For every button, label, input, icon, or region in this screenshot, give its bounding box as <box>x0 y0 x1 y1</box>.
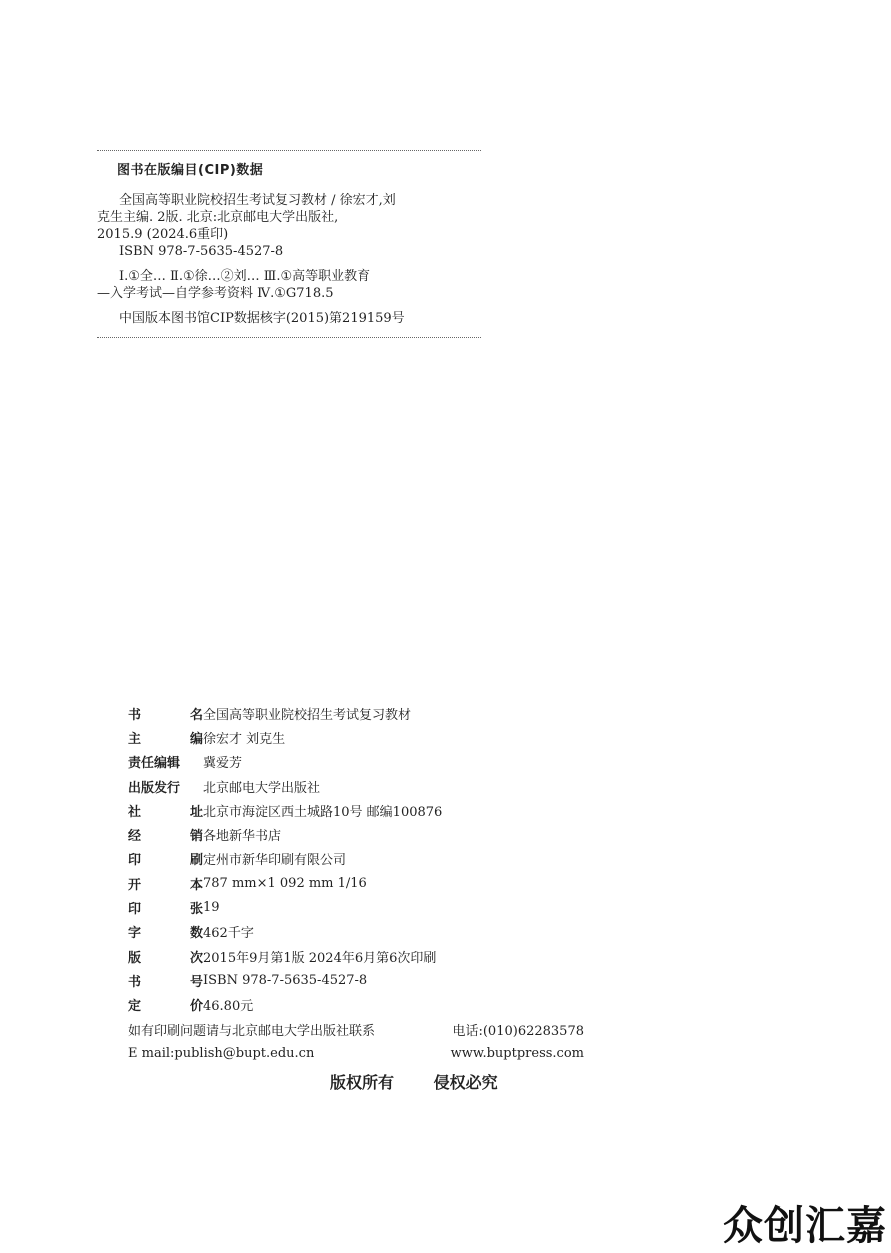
info-row-address <box>128 798 598 822</box>
cip-line: —入学考试—自学参考资料 Ⅳ.①G718.5 <box>97 286 334 301</box>
info-label: 责任编辑 <box>128 756 181 772</box>
info-label: 字 数 <box>128 926 203 942</box>
phone-number: 电话:(010)62283578 <box>452 1023 584 1039</box>
info-label: 定 价 <box>128 999 203 1015</box>
cip-line: 2015.9 (2024.6重印) <box>97 227 229 242</box>
contact-line-web <box>128 1041 584 1065</box>
email-address: E mail:publish@bupt.edu.cn <box>128 1045 315 1061</box>
cip-line: 克生主编. 2版. 北京:北京邮电大学出版社, <box>97 210 339 225</box>
cip-block <box>97 150 481 338</box>
info-label: 版 次 <box>128 950 203 966</box>
info-label: 主 编 <box>128 731 203 747</box>
info-label: 经 销 <box>128 829 203 845</box>
info-row-format <box>128 871 598 895</box>
cip-line: Ⅰ.①全… Ⅱ.①徐…②刘… Ⅲ.①高等职业教育 <box>119 269 371 284</box>
contact-info <box>128 1017 584 1065</box>
info-value: 462千字 <box>203 926 254 942</box>
info-row-printer <box>128 847 598 871</box>
cip-line: ISBN 978-7-5635-4527-8 <box>119 244 284 259</box>
print-issue-notice: 如有印刷问题请与北京邮电大学出版社联系 <box>128 1023 376 1039</box>
top-dotted-divider <box>97 150 481 151</box>
info-row-editor <box>128 725 598 749</box>
info-label: 社 址 <box>128 804 203 820</box>
cip-line: 全国高等职业院校招生考试复习教材 / 徐宏才,刘 <box>119 193 396 208</box>
info-row-distributor <box>128 822 598 846</box>
info-row-price <box>128 993 598 1017</box>
info-value: 徐宏才 刘克生 <box>203 731 286 747</box>
watermark-logo: 众创汇嘉 <box>723 1203 887 1249</box>
contact-line-phone <box>128 1017 584 1041</box>
publication-info <box>128 701 598 1017</box>
info-value: 全国高等职业院校招生考试复习教材 <box>203 707 412 723</box>
bottom-dotted-divider <box>97 337 481 338</box>
info-row-word-count <box>128 920 598 944</box>
info-label: 印 张 <box>128 902 203 918</box>
cip-data-number: 中国版本图书馆CIP数据核字(2015)第219159号 <box>119 311 405 326</box>
info-value: 787 mm×1 092 mm 1/16 <box>203 875 367 891</box>
info-label: 出版发行 <box>128 780 181 796</box>
info-row-responsible-editor <box>128 750 598 774</box>
infringement-warning: 侵权必究 <box>433 1073 498 1092</box>
info-label: 开 本 <box>128 877 203 893</box>
info-label: 书 名 <box>128 707 203 723</box>
info-row-edition <box>128 944 598 968</box>
info-row-publisher <box>128 774 598 798</box>
info-value: 19 <box>203 900 220 916</box>
info-label: 印 刷 <box>128 853 203 869</box>
all-rights-reserved: 版权所有 <box>330 1073 395 1092</box>
info-value: 冀爱芳 <box>203 756 243 772</box>
info-value: 北京市海淀区西土城路10号 邮编100876 <box>203 804 443 820</box>
info-value: 2015年9月第1版 2024年6月第6次印刷 <box>203 950 437 966</box>
cip-title: 图书在版编目(CIP)数据 <box>117 163 264 178</box>
info-row-isbn <box>128 968 598 992</box>
copyright-notice <box>330 1070 532 1093</box>
info-row-sheets <box>128 895 598 919</box>
info-value: 北京邮电大学出版社 <box>203 780 321 796</box>
info-value: ISBN 978-7-5635-4527-8 <box>203 972 368 988</box>
info-label: 书 号 <box>128 974 203 990</box>
info-value: 46.80元 <box>203 999 254 1015</box>
info-value: 定州市新华印刷有限公司 <box>203 853 347 869</box>
info-value: 各地新华书店 <box>203 829 282 845</box>
info-row-title <box>128 701 598 725</box>
website-url: www.buptpress.com <box>450 1045 584 1061</box>
